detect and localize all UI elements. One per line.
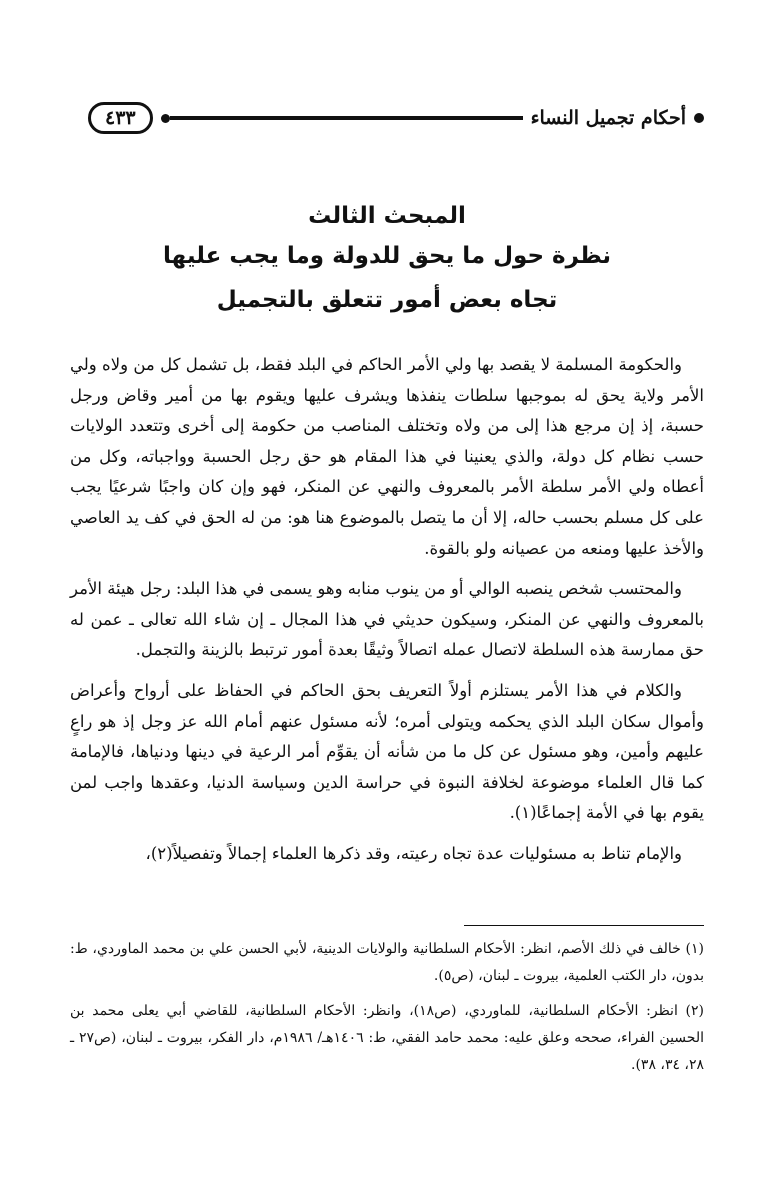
footnote-1-number: (١)	[685, 941, 704, 957]
section-label: المبحث الثالث	[308, 203, 466, 229]
footnote-separator	[464, 925, 704, 926]
page-number: ٤٣٣	[88, 102, 153, 134]
footnote-1-text: خالف في ذلك الأصم، انظر: الأحكام السلطانية والولايات الدينية، لأبي الحسن علي بن محمد الماوردي، ط: بدون، دار الكتب العلمية، بيروت ـ لبنان، (ص٥).	[70, 941, 704, 984]
paragraph-3: والكلام في هذا الأمر يستلزم أولاً التعريف بحق الحاكم في الحفاظ على أرواح وأعراض وأموال سكان البلد الذي يحكمه ويتولى أمره؛ لأنه مسئول عنهم أمام الله عز وجل إذ هو راعٍ عليهم وأمين، وهو مسئول عن كل ما من شأنه أن يقوِّم أمر الرعية في دينها ودنياها، فالإمامة كما قال العلماء موضوعة لخلافة النبوة في حراسة الدين وسياسة الدنيا، وعقدها واجب لمن يقوم بها في الأمة إجماعًا(١).	[70, 680, 704, 823]
section-title-line-1: نظرة حول ما يحق للدولة وما يجب عليها	[163, 243, 611, 269]
running-title: أحكام تجميل النساء	[530, 107, 686, 129]
footnotes	[70, 936, 704, 1087]
header-rule-end-icon	[161, 114, 170, 123]
paragraph-1: والحكومة المسلمة لا يقصد بها ولي الأمر الحاكم في البلد فقط، بل تشمل كل من ولاه ولي الأمر ولاية يحق له بموجبها سلطات ينفذها ويشرف عليها ويقوم بها من أمير وقاض ورجل حسبة، إذ إن مرجع هذا إلى من ولاه وتختلف المناصب من حكومة إلى أخرى وتتعدد الولايات حسب نظام كل دولة، والذي يعنينا في هذا المقام هو حق رجل الحسبة وواجباته، وكل من أعطاه ولي الأمر سلطة الأمر بالمعروف والنهي عن المنكر، فهو وإن كان واجبًا شرعيًا يجب على كل مسلم بحسب حاله، إلا أن ما يتصل بالموضوع هنا هو: من له الحق في كف يد العاصي والأخذ عليها ومنعه من عصيانه ولو بالقوة.	[70, 355, 704, 558]
footnote-1	[70, 936, 704, 990]
footnote-2	[70, 998, 704, 1079]
footnote-2-number: (٢)	[685, 1003, 705, 1019]
header-bullet-icon	[694, 113, 704, 123]
header-rule	[161, 114, 523, 123]
paragraph-2: والمحتسب شخص ينصبه الوالي أو من ينوب منابه وهو يسمى في هذا البلد: رجل هيئة الأمر بالمعروف والنهي عن المنكر، وسيكون حديثي في هذا المجال ـ إن شاء الله تعالى ـ عمن له حق ممارسة هذه السلطة لاتصال عمله اتصالاً وثيقًا بعدة أمور ترتبط بالزينة والتجمل.	[70, 579, 704, 660]
section-title-line-2: تجاه بعض أمور تتعلق بالتجميل	[216, 287, 558, 313]
section-headings	[80, 198, 694, 322]
footnote-2-text: انظر: الأحكام السلطانية، للماوردي، (ص١٨)، وانظر: الأحكام السلطانية، للقاضي أبي يعلى محمد بن الحسين الفراء، صححه وعلق عليه: محمد حامد الفقي، ط: ١٤٠٦هـ/ ١٩٨٦م، دار الفكر، بيروت ـ لبنان، (ص٢٧ ـ ٢٨، ٣٤، ٣٨).	[70, 1003, 704, 1073]
header-rule-line	[170, 116, 523, 120]
paragraph-4: والإمام تناط به مسئوليات عدة تجاه رعيته، وقد ذكرها العلماء إجمالاً وتفصيلاً(٢)،	[145, 843, 682, 863]
running-header	[88, 100, 704, 136]
body-text	[70, 350, 704, 870]
